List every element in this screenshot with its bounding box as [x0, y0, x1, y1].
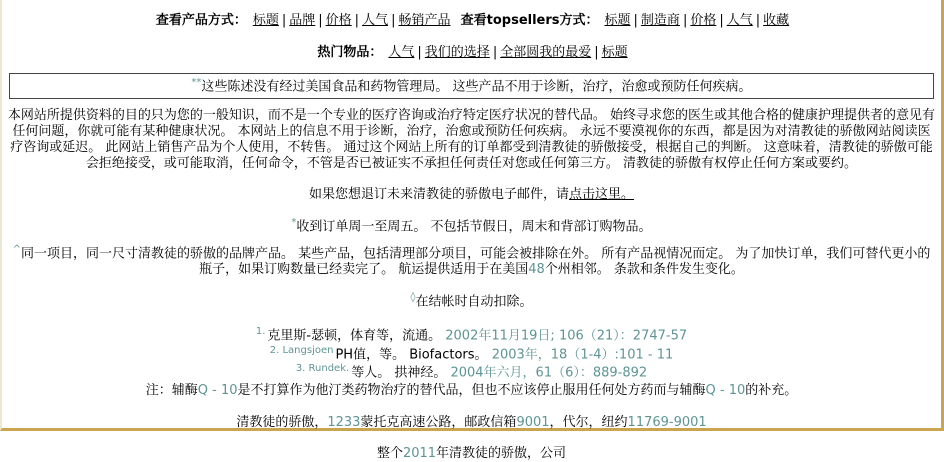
hot-items-nav	[2, 44, 941, 61]
citation-2	[2, 346, 941, 362]
coq10-label-2: Q - 10	[705, 383, 746, 399]
product-view-nav	[2, 12, 941, 29]
view-products-label: 查看产品方式：	[155, 13, 247, 28]
nav-separator: |	[354, 13, 360, 28]
main-disclaimer-paragraph: 本网站所提供资料的目的只为您的一般知识，而不是一个专业的医疗咨询或治疗特定医疗状况的替代品。 始终寻求您的医生或其他合格的健康护理提供者的意见有任何问题，你就可能有某种健康状况。 本网站上的信息不用于诊断，治疗，治愈或预防任何疾病。 永远不要漠视你的东西，都是因为对清教徒的骄傲网站阅读医疗咨询或延迟。 此网站上销售产品为个人使用，不转售。 通过这个网站上所有的订单都受到清教徒的骄傲接受，根据自己的判断。 这意味着，清教徒的骄傲可能会拒绝接受，或可能取消，任何命令，不管是否已被证实不承担任何责任对您或任何第三方。 清教徒的骄傲有权停止任何方案或要约。	[7, 108, 936, 172]
citation-1	[2, 327, 941, 343]
hot-items-link-popularity[interactable]: 人气	[388, 45, 415, 60]
view-topsellers-link-manufacturer[interactable]: 制造商	[640, 13, 680, 28]
nav-separator: |	[682, 13, 688, 28]
same-item-paragraph	[7, 245, 936, 278]
address-street: 蒙托克高速公路，邮政信箱	[360, 415, 517, 431]
view-products-link-price[interactable]: 价格	[325, 13, 352, 28]
address-zip-code: 11769-9001	[627, 415, 707, 431]
nav-separator: |	[417, 45, 422, 60]
view-topsellers-link-title[interactable]: 标题	[604, 13, 631, 28]
fda-disclaimer-box	[9, 73, 934, 99]
copyright-year: 2011	[402, 446, 437, 462]
same-item-text-2: 个州相邻。 条款和条件发生变化。	[544, 261, 744, 277]
citation-1-reference: 2002年11月19日; 106（21）：2747-57	[445, 328, 688, 344]
asterisk-marker: *	[291, 217, 297, 229]
orders-received-line	[2, 218, 941, 235]
nav-separator: |	[281, 13, 287, 28]
unsubscribe-line	[2, 187, 941, 203]
hot-items-link-our-choice[interactable]: 我们的选择	[424, 45, 490, 60]
nav-separator: |	[719, 13, 724, 28]
view-topsellers-link-popularity[interactable]: 人气	[726, 13, 753, 28]
view-products-link-brand[interactable]: 品牌	[289, 13, 316, 28]
view-products-link-bestsellers[interactable]: 畅销产品	[398, 13, 451, 28]
nav-separator: |	[594, 45, 599, 60]
hot-items-label: 热门物品：	[317, 45, 383, 60]
view-products-link-title[interactable]: 标题	[252, 13, 279, 28]
hot-items-link-title[interactable]: 标题	[601, 45, 628, 60]
coq10-label-1: Q - 10	[197, 383, 238, 399]
citations-list	[2, 327, 941, 399]
copyright-suffix: 年清教徒的骄傲，公司	[436, 446, 567, 462]
unsubscribe-text: 如果您想退订未来清教徒的骄傲电子邮件，请	[308, 187, 569, 203]
address-city-state: ，代尔，纽约	[549, 415, 628, 431]
view-topsellers-link-price[interactable]: 价格	[690, 13, 717, 28]
copyright-prefix: 整个	[376, 446, 403, 462]
double-asterisk-marker: **	[191, 77, 202, 88]
citation-1-body: 克里斯-瑟顿，体育等，流通。	[267, 328, 442, 344]
citation-3-reference: 2004年六月，61（6）：889-892	[450, 365, 648, 381]
nav-separator: |	[633, 13, 638, 28]
diamond-marker: ◊	[410, 291, 416, 303]
nav-separator: |	[318, 13, 323, 28]
unsubscribe-click-here-link[interactable]: 点击这里。	[569, 187, 635, 203]
nav-separator: |	[391, 13, 396, 28]
citation-1-number: 1.	[255, 326, 266, 338]
company-address	[2, 415, 941, 431]
citation-2-number: 2. Langsjoen	[269, 344, 334, 356]
nav-separator: |	[755, 13, 761, 28]
address-po-box-number: 9001	[516, 415, 550, 431]
orders-received-text: 收到订单周一至周五。 不包括节假日，周末和背部订购物品。	[296, 219, 652, 235]
coq10-note-prefix: 注：辅酶	[145, 383, 198, 399]
address-street-number: 1233	[327, 415, 361, 431]
checkout-deduction-text: 在结帐时自动扣除。	[415, 294, 533, 310]
view-topsellers-link-favorites[interactable]: 收藏	[763, 13, 790, 28]
same-item-text-1: 同一项目，同一尺寸清教徒的骄傲的品牌产品。 某些产品，包括清理部分项目，可能会被排除在外。 所有产品视情况而定。 为了加快订单，我们可替代更小的瓶子，如果订购数量已经卖完了。 航运提供适用于在美国	[20, 245, 931, 277]
address-company: 清教徒的骄傲，	[236, 415, 328, 431]
coq10-note	[2, 383, 941, 399]
citation-3	[2, 364, 941, 380]
view-topsellers-label: 查看topsellers方式：	[460, 13, 599, 28]
citation-3-number: 3. Rundek.	[295, 362, 350, 374]
states-count: 48	[528, 261, 545, 277]
checkout-deduction-line	[2, 293, 941, 310]
caret-marker: ^	[12, 243, 21, 255]
citation-2-body: PH值，等。 Biofactors。	[335, 346, 488, 362]
view-products-link-popularity[interactable]: 人气	[362, 13, 389, 28]
hot-items-link-all-favorites[interactable]: 全部圆我的最爱	[500, 45, 592, 60]
copyright-line	[2, 446, 941, 462]
citation-3-body: 等人。 拱神经。	[351, 365, 447, 381]
nav-separator: |	[492, 45, 498, 60]
fda-disclaimer-text: 这些陈述没有经过美国食品和药物管理局。 这些产品不用于诊断，治疗，治愈或预防任何疾病。	[201, 79, 752, 95]
coq10-note-middle: 是不打算作为他汀类药物治疗的替代品，但也不应该停止服用任何处方药而与辅酶	[237, 383, 706, 399]
coq10-note-suffix: 的补充。	[745, 383, 798, 399]
citation-2-reference: 2003年，18（1-4）:101 - 11	[491, 346, 674, 362]
